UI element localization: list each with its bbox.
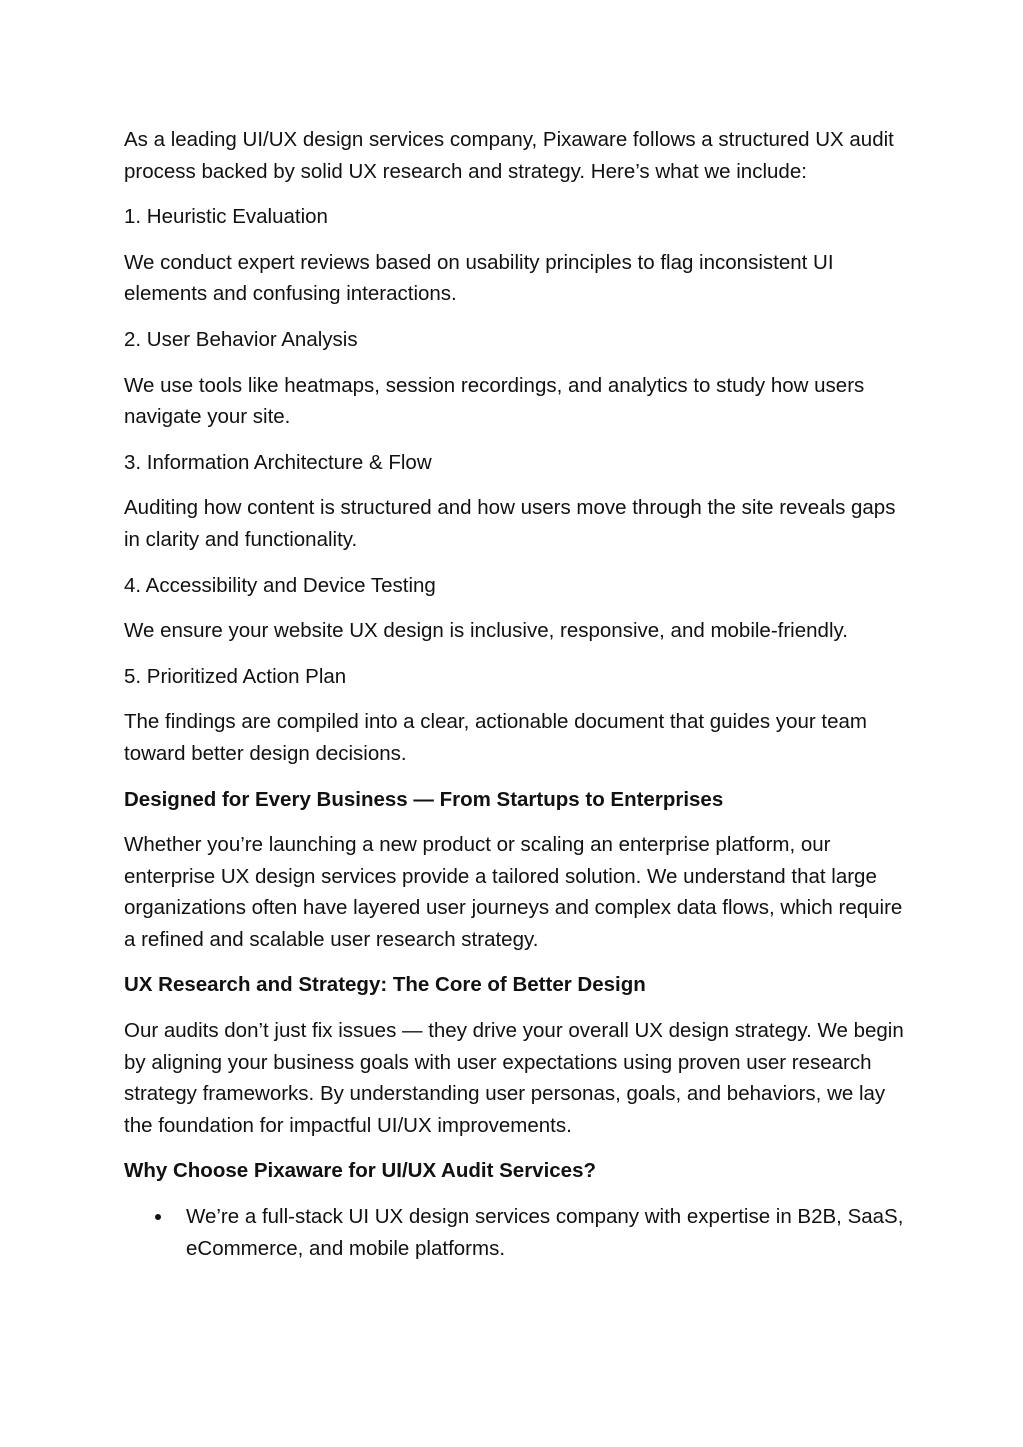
section-body: Our audits don’t just fix issues — they drive your overall UX design strategy. We begin by aligning your business goals with user expectations using proven user research strategy frameworks. By understanding user personas, goals, and behaviors, we lay the foundation for impactful UI/UX improvements. — [124, 1019, 904, 1137]
step-body: Auditing how content is structured and how users move through the site reveals gaps in clarity and functionality. — [124, 496, 896, 551]
step-title: 4. Accessibility and Device Testing — [124, 573, 436, 597]
step-title: 3. Information Architecture & Flow — [124, 450, 432, 474]
step-title: 1. Heuristic Evaluation — [124, 205, 328, 229]
intro-paragraph: As a leading UI/UX design services company, Pixaware follows a structured UX audit process backed by solid UX research and strategy. Here’s what we include: — [124, 128, 894, 183]
list-item — [124, 1201, 914, 1264]
step-body: We ensure your website UX design is inclusive, responsive, and mobile-friendly. — [124, 619, 848, 643]
section-heading: Designed for Every Business — From Startups to Enterprises — [124, 787, 724, 811]
section-heading: UX Research and Strategy: The Core of Better Design — [124, 973, 646, 997]
bullet-icon — [155, 1214, 161, 1220]
section-body: Whether you’re launching a new product or scaling an enterprise platform, our enterprise UX design services provide a tailored solution. We understand that large organizations often have layered user journeys and complex data flows, which require a refined and scalable user research strategy. — [124, 833, 903, 951]
step-body: The findings are compiled into a clear, actionable document that guides your team toward better design decisions. — [124, 710, 867, 765]
step-title: 5. Prioritized Action Plan — [124, 664, 347, 688]
bullet-list — [124, 1201, 914, 1264]
document-content — [124, 124, 914, 1264]
step-body: We conduct expert reviews based on usability principles to flag inconsistent UI elements and confusing interactions. — [124, 250, 834, 306]
step-body: We use tools like heatmaps, session recordings, and analytics to study how users navigate your site. — [124, 373, 865, 429]
step-title: 2. User Behavior Analysis — [124, 327, 358, 351]
list-item-text: We’re a full-stack UI UX design services company with expertise in B2B, SaaS, eCommerce, and mobile platforms. — [186, 1205, 904, 1260]
section-heading: Why Choose Pixaware for UI/UX Audit Services? — [124, 1159, 597, 1183]
